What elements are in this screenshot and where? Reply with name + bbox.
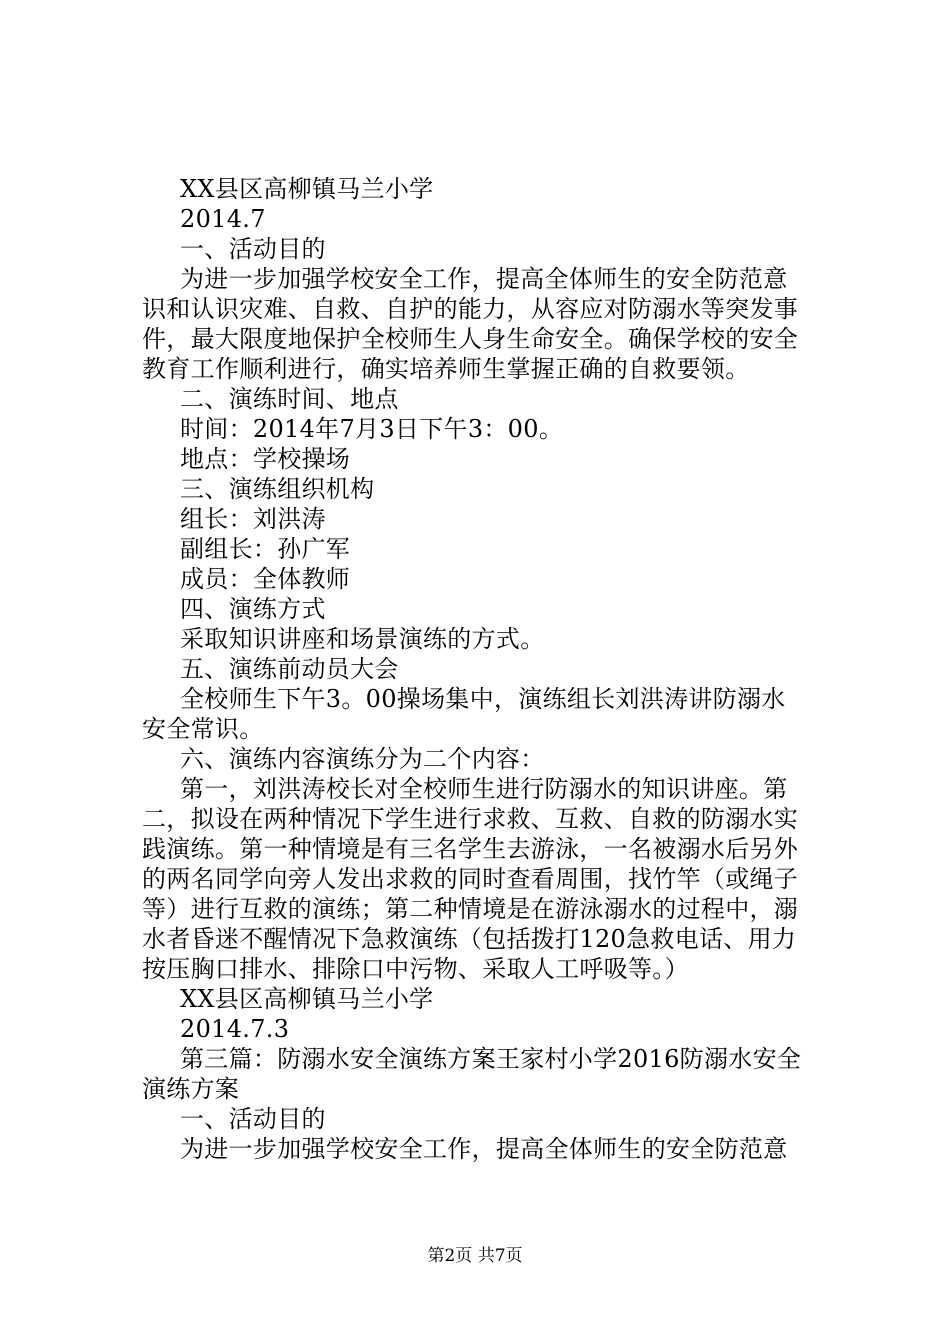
section-heading-method: 四、演练方式 <box>180 595 326 623</box>
paragraph-line: 践演练。第一种情境是有三名学生去游泳，一名被溺水后另外 <box>142 835 799 863</box>
place-line: 地点：学校操场 <box>180 445 351 473</box>
time-line: 时间：2014年7月3日下午3：00。 <box>180 415 564 443</box>
school-name: XX县区高柳镇马兰小学 <box>180 175 434 203</box>
paragraph-content <box>142 774 832 984</box>
paragraph-line: 教育工作顺利进行，确实培养师生掌握正确的自救要领。 <box>142 355 750 383</box>
date-line: 2014.7 <box>180 205 266 233</box>
paragraph-line: 为进一步加强学校安全工作，提高全体师生的安全防范意 <box>180 265 788 293</box>
section-heading-time-place: 二、演练时间、地点 <box>180 385 399 413</box>
deputy-leader-line: 副组长：孙广军 <box>180 535 351 563</box>
paragraph-line: 为进一步加强学校安全工作，提高全体师生的安全防范意 <box>180 1135 788 1163</box>
signature-school: XX县区高柳镇马兰小学 <box>180 985 434 1013</box>
paragraph-mobilization <box>142 684 832 744</box>
paragraph-line: 按压胸口排水、排除口中污物、采取人工呼吸等。） <box>142 955 689 983</box>
paragraph-line: 安全常识。 <box>142 715 264 743</box>
section-heading-organization: 三、演练组织机构 <box>180 475 375 503</box>
section-heading-content: 六、演练内容演练分为二个内容： <box>180 745 545 773</box>
paragraph-line: 二，拟设在两种情况下学生进行求救、互救、自救的防溺水实 <box>142 805 799 833</box>
paragraph-third-article-title <box>142 1044 832 1104</box>
signature-date: 2014.7.3 <box>180 1015 290 1043</box>
paragraph-line: 第三篇：防溺水安全演练方案王家村小学2016防溺水安全 <box>180 1045 802 1073</box>
paragraph-line: 演练方案 <box>142 1075 240 1103</box>
document-body <box>142 174 832 1164</box>
section-heading-goal-2: 一、活动目的 <box>180 1105 326 1133</box>
paragraph-line: 水者昏迷不醒情况下急救演练（包括拨打120急救电话、用力 <box>142 925 797 953</box>
page-footer: 第2页 共7页 <box>427 1246 523 1266</box>
section-heading-goal: 一、活动目的 <box>180 235 326 263</box>
members-line: 成员：全体教师 <box>180 565 351 593</box>
method-line: 采取知识讲座和场景演练的方式。 <box>180 625 545 653</box>
paragraph-line: 等）进行互救的演练；第二种情境是在游泳溺水的过程中，溺 <box>142 895 799 923</box>
paragraph-line: 全校师生下午3。00操场集中，演练组长刘洪涛讲防溺水 <box>180 685 786 713</box>
section-heading-mobilization: 五、演练前动员大会 <box>180 655 399 683</box>
paragraph-goal <box>142 264 832 384</box>
paragraph-line: 识和认识灾难、自救、自护的能力，从容应对防溺水等突发事 <box>142 295 799 323</box>
paragraph-line: 第一，刘洪涛校长对全校师生进行防溺水的知识讲座。第 <box>180 775 788 803</box>
paragraph-line: 的两名同学向旁人发出求救的同时查看周围，找竹竿（或绳子 <box>142 865 799 893</box>
leader-line: 组长：刘洪涛 <box>180 505 326 533</box>
paragraph-goal-2 <box>142 1134 832 1164</box>
paragraph-line: 件，最大限度地保护全校师生人身生命安全。确保学校的安全 <box>142 325 799 353</box>
